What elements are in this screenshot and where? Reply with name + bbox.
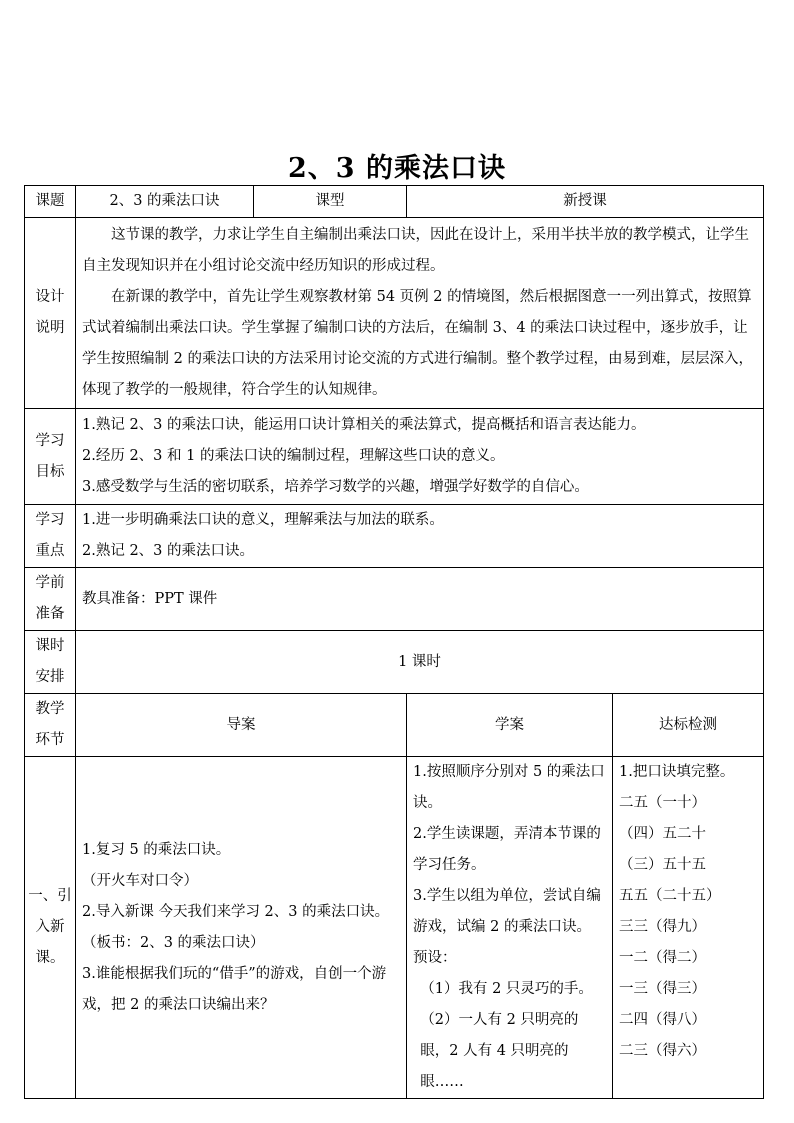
key-points-label — [25, 505, 76, 568]
check-item-10: 二三（得六） — [619, 1043, 706, 1059]
check-item-9: 二四（得八） — [619, 1012, 706, 1028]
schedule-label-line1: 课时 — [35, 638, 65, 654]
check-item-3: （四）五二十 — [619, 826, 706, 842]
guide-item-2: （开火车对口令） — [82, 872, 198, 889]
study-column-header: 学案 — [407, 694, 613, 757]
stage-header-row — [25, 694, 764, 757]
design-label-line1: 设计 — [35, 289, 65, 305]
check-item-8: 一三（得三） — [619, 981, 706, 997]
goals-label — [25, 409, 76, 505]
goal-item-3: 3.感受数学与生活的密切联系，培养学习数学的兴趣，增强学好数学的自信心。 — [82, 479, 589, 495]
design-label — [25, 218, 76, 409]
study-item-5: （1）我有 2 只灵巧的手。 — [420, 981, 593, 997]
lesson-plan-table — [24, 185, 764, 1099]
goals-row — [25, 409, 764, 505]
check-item-7: 一二（得二） — [619, 950, 706, 966]
preparation-label-line2: 准备 — [35, 606, 65, 622]
lesson-type-label: 课型 — [254, 186, 407, 218]
intro-stage-label-line3: 课。 — [35, 950, 65, 966]
study-item-6: （2）一人有 2 只明亮的眼，2 人有 4 只明亮的眼…… — [420, 1012, 579, 1090]
key-points-label-line1: 学习 — [35, 512, 65, 528]
check-item-2: 二五（一十） — [619, 795, 706, 811]
schedule-label — [25, 631, 76, 694]
design-row — [25, 218, 764, 409]
goal-item-1: 1.熟记 2、3 的乘法口诀，能运用口诀计算相关的乘法算式，提高概括和语言表达能力。 — [82, 417, 646, 433]
topic-label: 课题 — [25, 186, 76, 218]
schedule-content: 1 课时 — [76, 631, 764, 694]
preparation-label — [25, 568, 76, 631]
intro-guide-content — [76, 757, 407, 1099]
design-label-line2: 说明 — [35, 320, 65, 336]
intro-stage-label-line2: 入新 — [35, 919, 65, 935]
stage-label-line2: 环节 — [35, 732, 65, 748]
study-item-3: 3.学生以组为单位，尝试自编游戏，试编 2 的乘法口诀。 — [413, 888, 601, 935]
topic-value: 2、3 的乘法口诀 — [76, 186, 254, 218]
stage-label — [25, 694, 76, 757]
topic-row — [25, 186, 764, 218]
preparation-label-line1: 学前 — [35, 575, 65, 591]
guide-item-1: 1.复习 5 的乘法口诀。 — [82, 841, 231, 858]
intro-study-content — [407, 757, 613, 1099]
key-point-item-2: 2.熟记 2、3 的乘法口诀。 — [82, 543, 255, 559]
design-paragraph-1: 这节课的教学，力求让学生自主编制出乘法口诀，因此在设计上，采用半扶半放的教学模式，让学生自主发现知识并在小组讨论交流中经历知识的形成过程。 — [82, 227, 749, 274]
guide-item-3: 2.导入新课 今天我们来学习 2、3 的乘法口诀。（板书：2、3 的乘法口诀） — [82, 903, 390, 951]
document-title: 2、3 的乘法口诀 — [288, 153, 506, 184]
intro-stage-label-line1: 一、引 — [28, 888, 72, 904]
guide-column-header: 导案 — [76, 694, 407, 757]
guide-item-4: 3.谁能根据我们玩的“借手”的游戏，自创一个游戏，把 2 的乘法口诀编出来？ — [82, 965, 387, 1013]
preparation-content: 教具准备：PPT 课件 — [76, 568, 764, 631]
design-content — [76, 218, 764, 409]
study-item-2: 2.学生读课题，弄清本节课的学习任务。 — [413, 826, 601, 873]
schedule-row — [25, 631, 764, 694]
intro-check-content — [613, 757, 764, 1099]
schedule-label-line2: 安排 — [35, 669, 65, 685]
intro-stage-label — [25, 757, 76, 1099]
check-item-5: 五五（二十五） — [619, 888, 721, 904]
preparation-row — [25, 568, 764, 631]
check-item-4: （三）五十五 — [619, 857, 706, 873]
check-column-header: 达标检测 — [613, 694, 764, 757]
goals-label-line2: 目标 — [35, 463, 65, 480]
key-points-row — [25, 505, 764, 568]
check-item-6: 三三（得九） — [619, 919, 706, 935]
design-paragraph-2: 在新课的教学中，首先让学生观察教材第 54 页例 2 的情境图，然后根据图意一一列出算式，按照算式试着编制出乘法口诀。学生掌握了编制口诀的方法后，在编制 3、4 的乘法口诀过程中，逐步放手，让学生按照编制 2 的乘法口诀的方法采用讨论交流的方式进行编制。整个教学过程，由易到难，层层深入，体现了教学的一般规律，符合学生的认知规律。 — [82, 289, 753, 398]
goals-label-line1: 学习 — [35, 432, 65, 449]
study-item-4: 预设： — [413, 950, 457, 966]
study-item-1: 1.按照顺序分别对 5 的乘法口诀。 — [413, 764, 605, 811]
intro-stage-row — [25, 757, 764, 1099]
key-points-label-line2: 重点 — [35, 543, 65, 559]
lesson-type-value: 新授课 — [407, 186, 764, 218]
key-points-content — [76, 505, 764, 568]
goal-item-2: 2.经历 2、3 和 1 的乘法口诀的编制过程，理解这些口诀的意义。 — [82, 448, 505, 464]
goals-content — [76, 409, 764, 505]
stage-label-line1: 教学 — [35, 701, 65, 717]
check-item-1: 1.把口诀填完整。 — [619, 764, 735, 780]
key-point-item-1: 1.进一步明确乘法口诀的意义，理解乘法与加法的联系。 — [82, 512, 444, 528]
